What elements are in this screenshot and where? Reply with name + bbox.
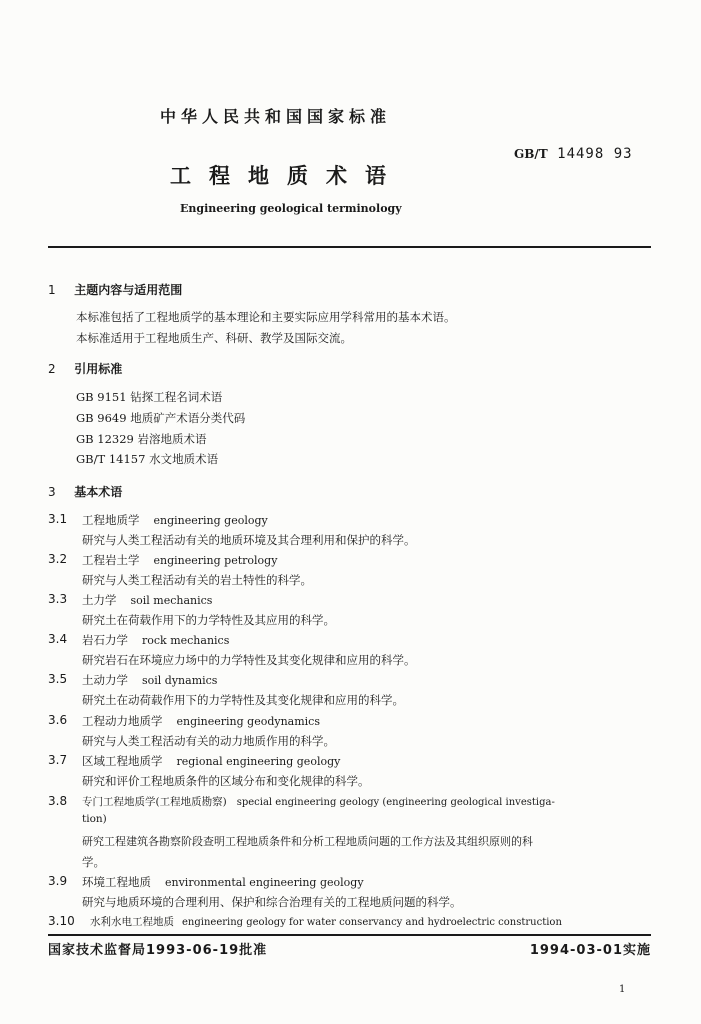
term-definition: 研究与人类工程活动有关的岩土特性的科学。	[82, 573, 312, 587]
term-cn: 工程动力地质学	[82, 714, 163, 728]
term-entry	[82, 713, 320, 729]
term-cn: 专门工程地质学(工程地质勘察)	[82, 796, 227, 808]
term-number: 3.4	[48, 632, 68, 646]
section-2-heading	[48, 360, 122, 377]
term-definition: 研究土在荷载作用下的力学特性及其应用的科学。	[82, 613, 335, 627]
implementation-date: 1994-03-01实施	[529, 943, 651, 958]
term-definition-continuation: 学。	[82, 855, 105, 869]
term-cn: 环境工程地质	[82, 875, 151, 889]
term-en: engineering geology	[153, 514, 268, 527]
page-number: 1	[619, 984, 626, 995]
term-cn: 区域工程地质学	[82, 754, 163, 768]
term-entry	[90, 914, 562, 929]
document-title-en: Engineering geological terminology	[180, 202, 402, 215]
term-cn: 工程岩土学	[82, 553, 140, 567]
term-number: 3.7	[48, 753, 68, 767]
document-title: 工程地质术语	[170, 164, 404, 188]
term-cn: 土动力学	[82, 673, 128, 687]
term-entry	[82, 794, 555, 809]
term-entry	[82, 552, 277, 568]
term-definition: 研究与人类工程活动有关的动力地质作用的科学。	[82, 734, 335, 748]
term-entry	[82, 672, 217, 688]
term-cn: 土力学	[82, 593, 117, 607]
term-cn: 岩石力学	[82, 633, 128, 647]
paragraph: 本标准适用于工程地质生产、科研、教学及国际交流。	[76, 331, 352, 345]
term-number: 3.5	[48, 672, 68, 686]
reference-standard: GB 12329 岩溶地质术语	[76, 432, 207, 446]
term-definition: 研究土在动荷载作用下的力学特性及其变化规律和应用的科学。	[82, 693, 404, 707]
reference-standard: GB/T 14157 水文地质术语	[76, 452, 219, 466]
term-number: 3.1	[48, 512, 68, 526]
reference-standard: GB 9649 地质矿产术语分类代码	[76, 411, 246, 425]
section-number: 2	[48, 362, 56, 376]
term-number: 3.9	[48, 874, 68, 888]
term-cn: 水利水电工程地质	[90, 916, 174, 928]
section-title: 引用标准	[74, 362, 123, 376]
term-en-continuation: tion)	[82, 813, 107, 825]
section-title: 主题内容与适用范围	[74, 283, 183, 297]
term-en: rock mechanics	[142, 634, 230, 647]
standard-code-prefix: GB/T	[514, 147, 548, 161]
term-entry	[82, 753, 340, 769]
term-number: 3.3	[48, 592, 68, 606]
term-entry	[82, 874, 364, 890]
term-en: environmental engineering geology	[165, 876, 364, 889]
term-definition: 研究与地质环境的合理利用、保护和综合治理有关的工程地质问题的科学。	[82, 895, 462, 909]
standard-code	[514, 146, 633, 162]
header-divider	[48, 246, 651, 248]
term-definition: 研究岩石在环境应力场中的力学特性及其变化规律和应用的科学。	[82, 653, 416, 667]
term-entry	[82, 592, 212, 608]
term-cn: 工程地质学	[82, 513, 140, 527]
term-en: special engineering geology (engineering geological investiga-	[236, 797, 555, 808]
term-en: engineering petrology	[153, 554, 278, 567]
section-1-heading	[48, 281, 182, 298]
footer-divider	[48, 934, 651, 936]
section-number: 1	[48, 283, 56, 297]
term-en: engineering geodynamics	[176, 715, 320, 728]
term-en: engineering geology for water conservancy and hydroelectric construction	[182, 917, 562, 928]
section-3-heading	[48, 483, 122, 500]
term-entry	[82, 632, 229, 648]
section-title: 基本术语	[74, 485, 123, 499]
term-number: 3.8	[48, 794, 68, 808]
reference-standard: GB 9151 钻探工程名词术语	[76, 390, 223, 404]
term-number: 3.10	[48, 914, 75, 928]
section-number: 3	[48, 485, 56, 499]
term-number: 3.2	[48, 552, 68, 566]
term-en: soil dynamics	[142, 674, 218, 687]
term-definition: 研究与人类工程活动有关的地质环境及其合理利用和保护的科学。	[82, 533, 416, 547]
term-number: 3.6	[48, 713, 68, 727]
approval-info: 国家技术监督局1993-06-19批准	[48, 943, 268, 958]
issuer-header: 中华人民共和国国家标准	[160, 107, 392, 126]
term-definition: 研究和评价工程地质条件的区域分布和变化规律的科学。	[82, 774, 370, 788]
term-definition: 研究工程建筑各勘察阶段查明工程地质条件和分析工程地质问题的工作方法及其组织原则的科	[82, 835, 533, 848]
paragraph: 本标准包括了工程地质学的基本理论和主要实际应用学科常用的基本术语。	[76, 310, 456, 324]
term-en: soil mechanics	[130, 594, 213, 607]
standard-code-number: 14498 93	[557, 146, 633, 162]
term-en: regional engineering geology	[176, 755, 341, 768]
term-entry	[82, 512, 268, 528]
